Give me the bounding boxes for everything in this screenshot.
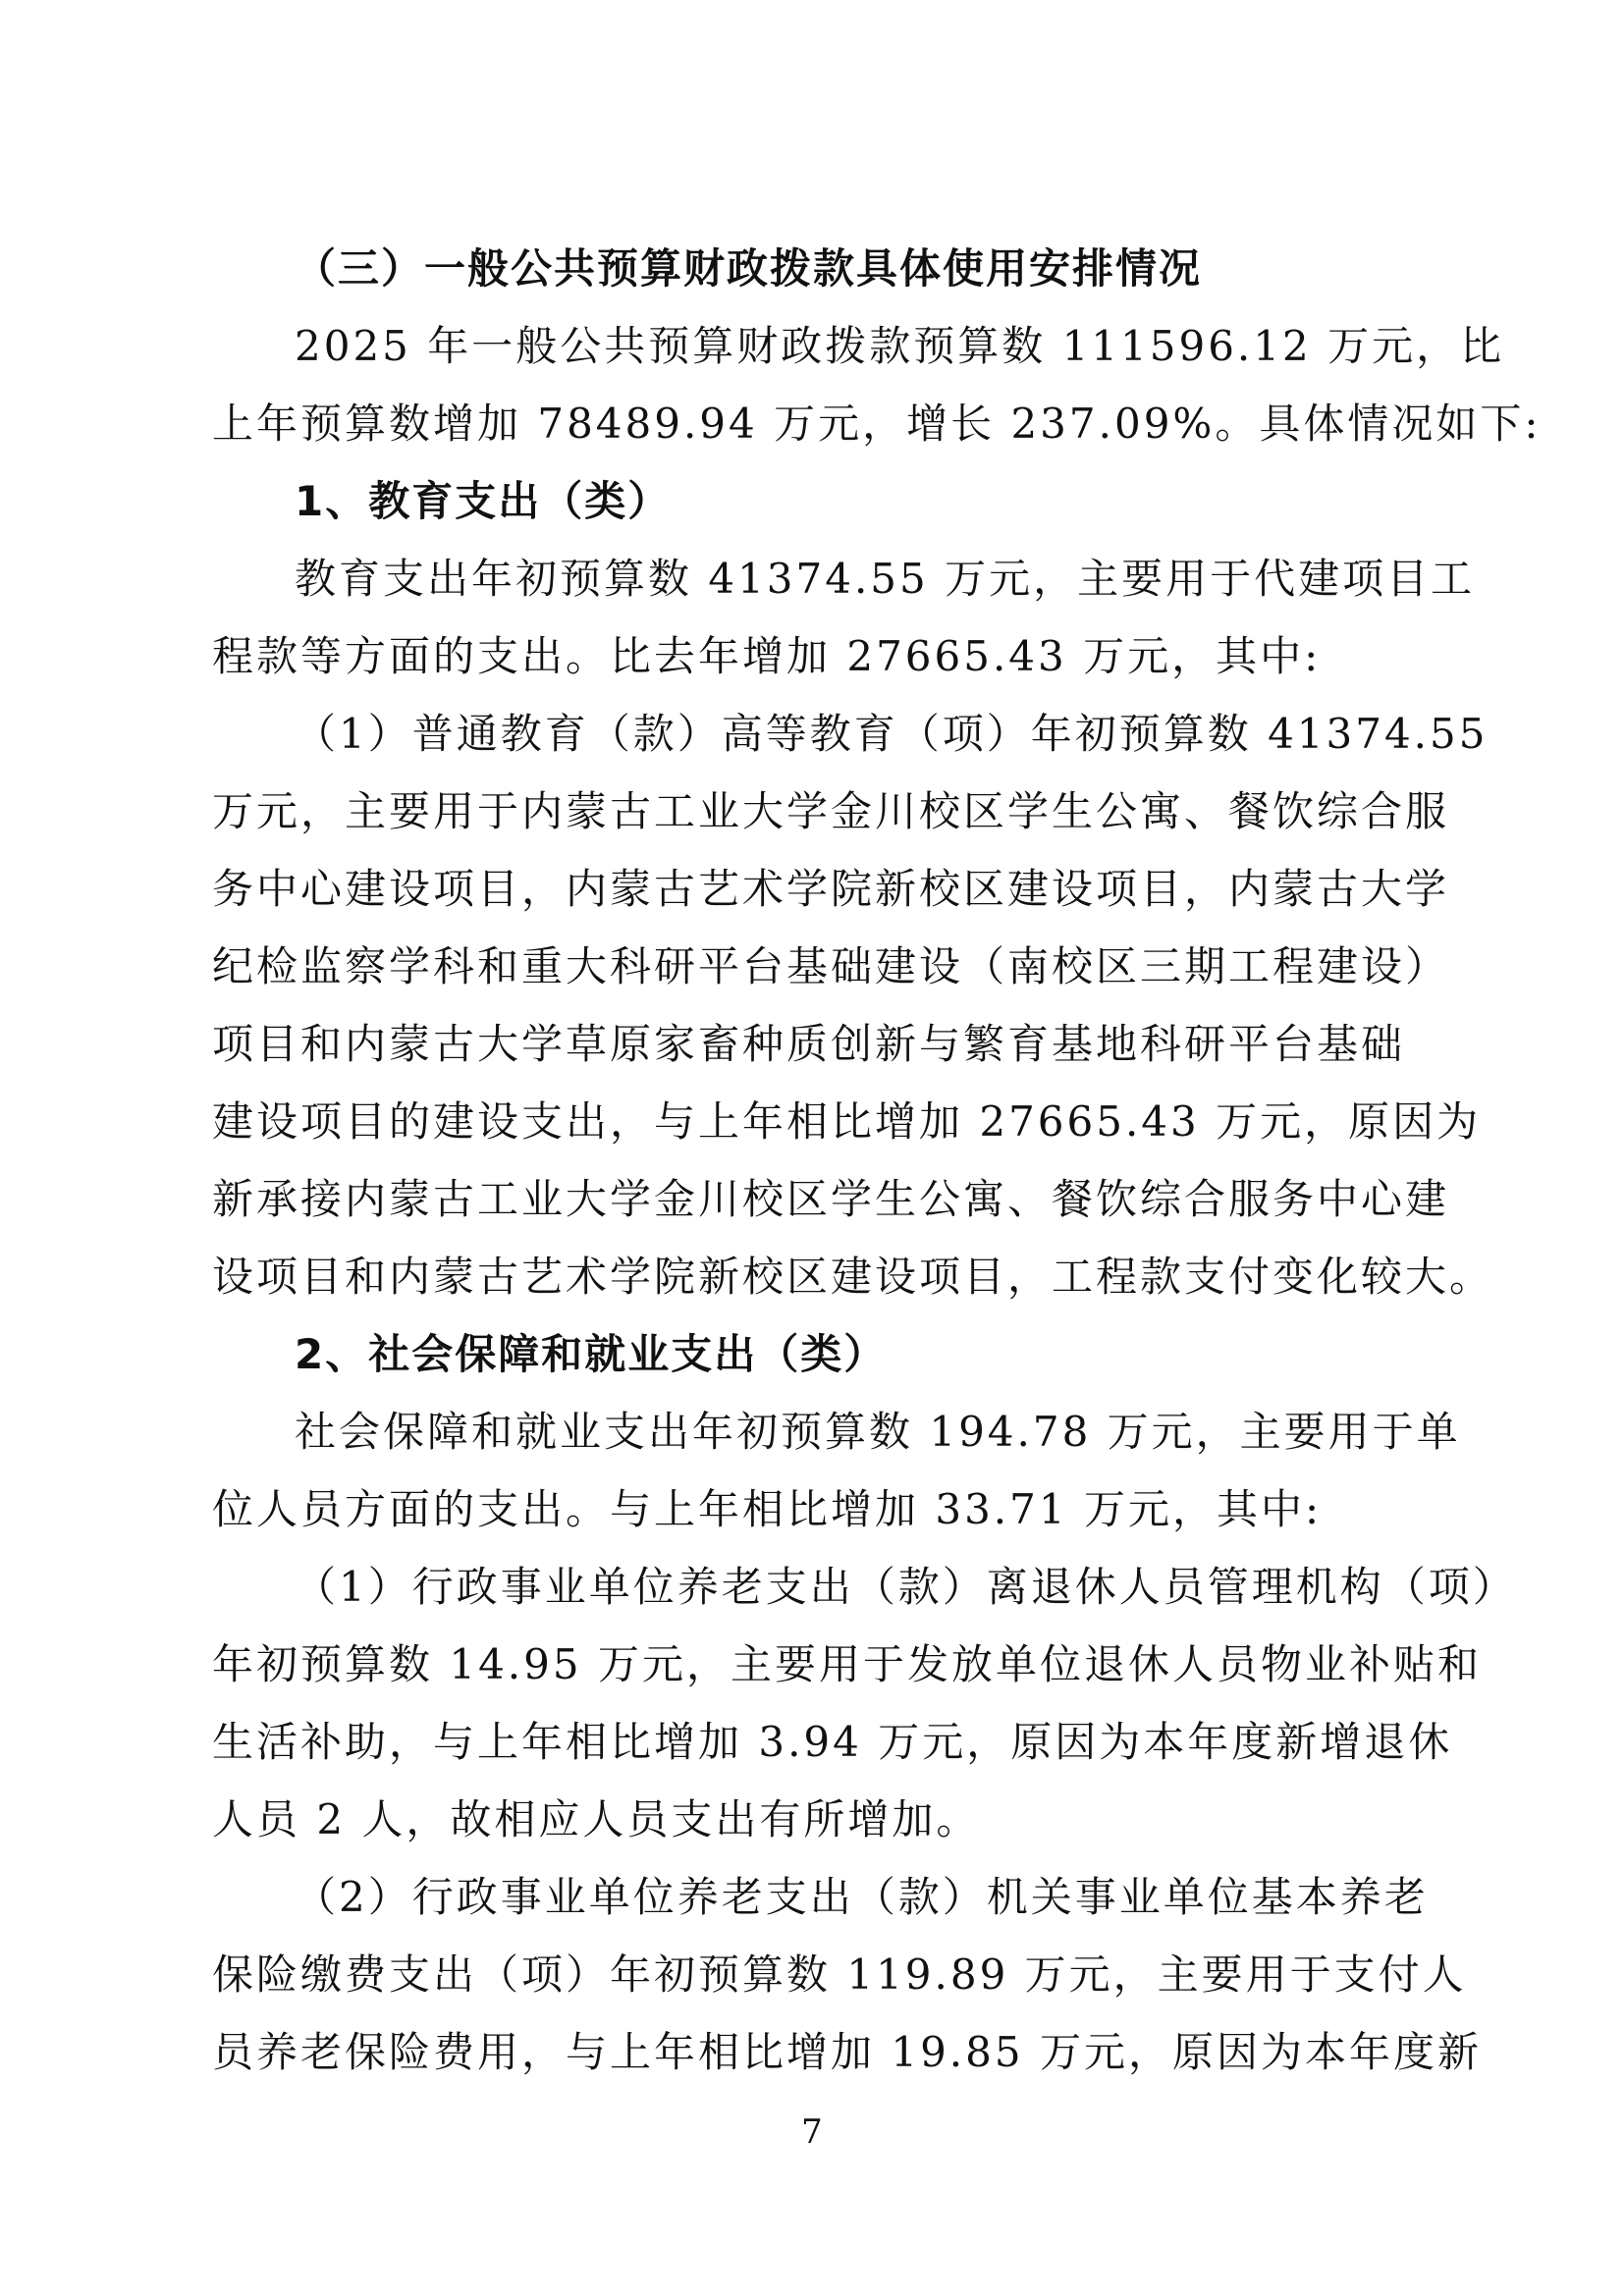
paragraph-line: 教育支出年初预算数 41374.55 万元，主要用于代建项目工 xyxy=(295,555,1476,603)
paragraph-line: 生活补助，与上年相比增加 3.94 万元，原因为本年度新增退休 xyxy=(212,1718,1453,1766)
paragraph-line: 年初预算数 14.95 万元，主要用于发放单位退休人员物业补贴和 xyxy=(212,1640,1482,1688)
section-heading: （三）一般公共预算财政拨款具体使用安排情况 xyxy=(295,244,1203,293)
paragraph-line: 人员 2 人，故相应人员支出有所增加。 xyxy=(212,1795,981,1843)
paragraph-line: 2025 年一般公共预算财政拨款预算数 111596.12 万元，比 xyxy=(295,322,1505,370)
paragraph-line: （2）行政事业单位养老支出（款）机关事业单位基本养老 xyxy=(295,1873,1429,1921)
paragraph-line: 务中心建设项目，内蒙古艺术学院新校区建设项目，内蒙古大学 xyxy=(212,865,1450,913)
page-number: 7 xyxy=(801,2112,823,2152)
paragraph-line: （1）普通教育（款）高等教育（项）年初预算数 41374.55 xyxy=(295,710,1489,758)
subheading-social-security: 2、社会保障和就业支出（类） xyxy=(295,1330,888,1378)
paragraph-line: 社会保障和就业支出年初预算数 194.78 万元，主要用于单 xyxy=(295,1408,1461,1456)
subheading-education: 1、教育支出（类） xyxy=(295,477,672,525)
paragraph-line: 程款等方面的支出。比去年增加 27665.43 万元，其中: xyxy=(212,632,1322,680)
paragraph-line: 员养老保险费用，与上年相比增加 19.85 万元，原因为本年度新 xyxy=(212,2028,1482,2076)
paragraph-line: 纪检监察学科和重大科研平台基础建设（南校区三期工程建设） xyxy=(212,942,1450,990)
paragraph-line: 建设项目的建设支出，与上年相比增加 27665.43 万元，原因为 xyxy=(212,1097,1482,1146)
paragraph-line: 位人员方面的支出。与上年相比增加 33.71 万元，其中: xyxy=(212,1485,1323,1533)
paragraph-line: 万元，主要用于内蒙古工业大学金川校区学生公寓、餐饮综合服 xyxy=(212,787,1450,835)
paragraph-line: 设项目和内蒙古艺术学院新校区建设项目，工程款支付变化较大。 xyxy=(212,1253,1494,1301)
paragraph-line: 新承接内蒙古工业大学金川校区学生公寓、餐饮综合服务中心建 xyxy=(212,1175,1450,1223)
paragraph-line: 项目和内蒙古大学草原家畜种质创新与繁育基地科研平台基础 xyxy=(212,1020,1406,1068)
paragraph-line: （1）行政事业单位养老支出（款）离退休人员管理机构（项） xyxy=(295,1563,1517,1611)
paragraph-line: 保险缴费支出（项）年初预算数 119.89 万元，主要用于支付人 xyxy=(212,1950,1467,1999)
paragraph-line: 上年预算数增加 78489.94 万元，增长 237.09%。具体情况如下: xyxy=(212,400,1542,448)
